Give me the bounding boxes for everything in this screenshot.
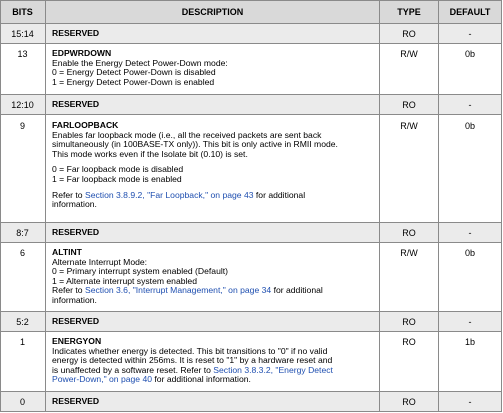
field-name: RESERVED	[52, 316, 100, 326]
row-divider	[0, 114, 501, 115]
default-cell: -	[468, 228, 472, 238]
description-line: 1 = Energy Detect Power-Down is enabled	[52, 76, 215, 87]
description-line: This mode works even if the Isolate bit (0.10) is set.	[52, 148, 248, 159]
description-line: 0 = Far loopback mode is disabled	[52, 164, 184, 175]
bits-cell: 0	[19, 397, 25, 407]
reference-line	[52, 191, 377, 201]
default-cell: -	[468, 100, 472, 110]
header-default: DEFAULT	[449, 7, 491, 17]
column-divider	[0, 0, 1, 412]
reference-line	[52, 286, 377, 296]
type-cell: R/W	[400, 248, 418, 258]
default-cell: -	[468, 397, 472, 407]
header-bits: BITS	[12, 7, 33, 17]
row-divider	[0, 311, 501, 312]
bits-cell: 12:10	[11, 100, 34, 110]
default-cell: 0b	[464, 49, 475, 59]
bits-cell: 6	[19, 248, 25, 258]
reference-line: information.	[52, 294, 97, 305]
section-link[interactable]: Section 3.8.9.2, "Far Loopback," on page 43	[84, 189, 254, 200]
default-cell: 0b	[464, 121, 475, 131]
description-cell	[52, 49, 377, 87]
default-cell: 1b	[464, 337, 475, 347]
bits-cell: 13	[17, 49, 28, 59]
type-cell: RO	[402, 397, 416, 407]
default-cell: 0b	[464, 248, 475, 258]
column-divider	[379, 0, 380, 412]
row-divider	[0, 222, 501, 223]
row-divider	[0, 94, 501, 95]
bits-cell: 8:7	[16, 228, 29, 238]
column-divider	[438, 0, 439, 412]
row-divider	[0, 43, 501, 44]
field-name: ALTINT	[52, 247, 82, 257]
type-cell: R/W	[400, 121, 418, 131]
type-cell: RO	[402, 100, 416, 110]
description-cell	[52, 248, 377, 306]
row-divider	[0, 0, 501, 1]
reference-text: is unaffected by a software reset. Refer to	[52, 364, 214, 375]
field-name: EDPWRDOWN	[52, 48, 112, 58]
default-cell: -	[468, 317, 472, 327]
bits-cell: 15:14	[11, 29, 34, 39]
section-link[interactable]: Section 3.8.3.2, "Energy Detect	[213, 364, 333, 375]
type-cell: RO	[402, 317, 416, 327]
bits-cell: 9	[19, 121, 25, 131]
bits-cell: 5:2	[16, 317, 29, 327]
field-name: RESERVED	[52, 396, 100, 406]
type-cell: RO	[402, 337, 416, 347]
row-divider	[0, 411, 501, 412]
description-cell	[52, 121, 377, 210]
description-line: 1 = Alternate interrupt system enabled	[52, 275, 197, 286]
section-link[interactable]: Power-Down," on page 40	[52, 374, 153, 385]
reference-text: for additional information.	[152, 374, 251, 385]
description-line: 0 = Energy Detect Power-Down is disabled	[52, 67, 216, 78]
description-line: Alternate Interrupt Mode:	[52, 256, 148, 267]
description-line: Enables far loopback mode (i.e., all the received packets are sent back	[52, 129, 322, 140]
reference-line	[52, 375, 377, 385]
field-name: RESERVED	[52, 99, 100, 109]
reference-text: for additional	[253, 189, 306, 200]
header-type: TYPE	[397, 7, 421, 17]
section-link[interactable]: Section 3.6, "Interrupt Management," on page 34	[84, 285, 272, 296]
column-divider	[45, 0, 46, 412]
description-line: Indicates whether energy is detected. This bit transitions to "0" if no valid	[52, 345, 328, 356]
row-divider	[0, 391, 501, 392]
description-cell	[52, 337, 377, 385]
column-divider	[501, 0, 502, 412]
description-line: simultaneously (in 100BASE-TX only)). This bit is only active in RMII mode.	[52, 139, 338, 150]
bits-cell: 1	[19, 337, 25, 347]
field-name: FARLOOPBACK	[52, 120, 119, 130]
type-cell: RO	[402, 228, 416, 238]
description-line: Enable the Energy Detect Power-Down mode:	[52, 57, 228, 68]
field-name: RESERVED	[52, 28, 100, 38]
reference-line: information.	[52, 199, 97, 210]
type-cell: R/W	[400, 49, 418, 59]
row-divider	[0, 23, 501, 24]
type-cell: RO	[402, 29, 416, 39]
description-line: energy is detected within 256ms. It is reset to "1" by a hardware reset and	[52, 355, 333, 366]
description-line: 0 = Primary interrupt system enabled (Default)	[52, 266, 229, 277]
row-divider	[0, 331, 501, 332]
reference-text: Refer to	[52, 189, 85, 200]
description-line: 1 = Far loopback mode is enabled	[52, 173, 182, 184]
header-description: DESCRIPTION	[181, 7, 244, 17]
row-divider	[0, 242, 501, 243]
default-cell: -	[468, 29, 472, 39]
reference-text: Refer to	[52, 285, 85, 296]
reference-text: for additional	[271, 285, 323, 296]
field-name: ENERGYON	[52, 336, 102, 346]
field-name: RESERVED	[52, 227, 100, 237]
